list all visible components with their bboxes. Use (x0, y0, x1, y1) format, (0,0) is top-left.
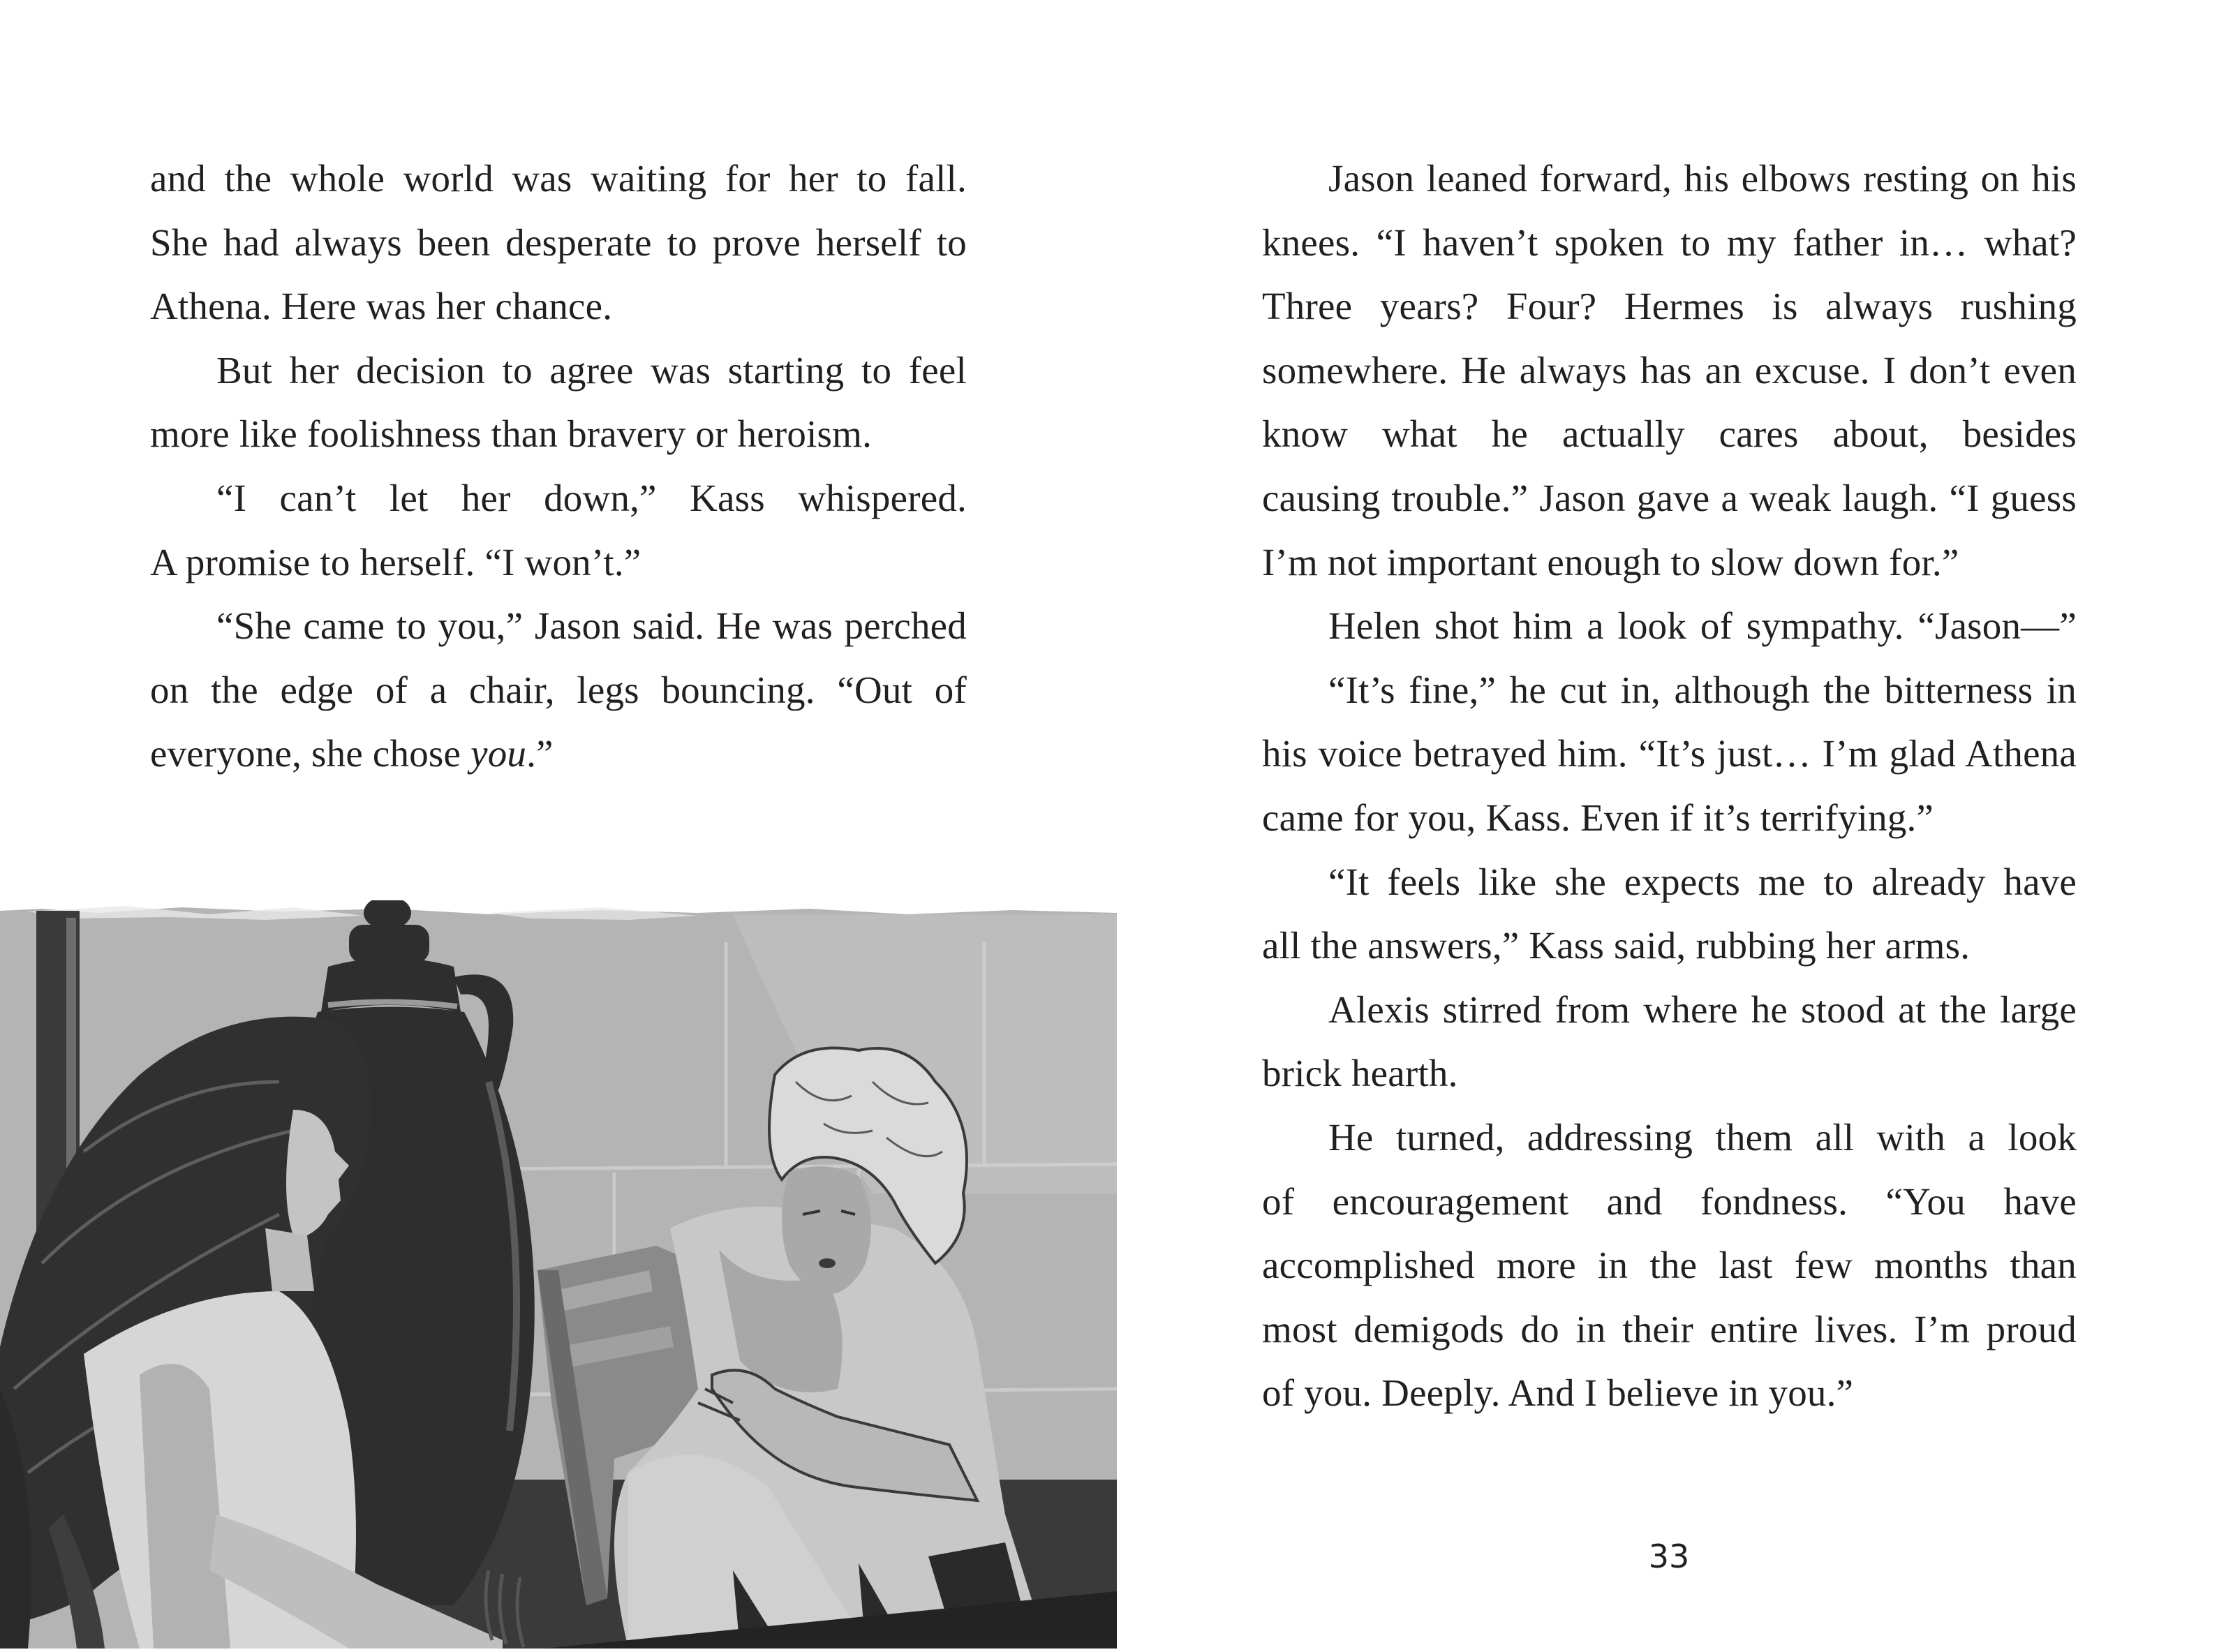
text-line: know what he actually cares about, besides (1262, 412, 2077, 456)
page-number: 33 (1648, 1538, 1690, 1575)
text-line: She had always been desperate to prove herself to (150, 221, 967, 264)
chapter-illustration (0, 900, 1117, 1649)
text-line: of encouragement and fondness. “You have (1262, 1180, 2077, 1223)
text-line: Athena. Here was her chance. (150, 285, 613, 328)
text-line: Jason leaned forward, his elbows resting on his (1328, 157, 2077, 200)
text-line: I’m not important enough to slow down for.” (1262, 540, 1959, 583)
text-line: He turned, addressing them all with a look (1328, 1115, 2077, 1159)
text-line: knees. “I haven’t spoken to my father in… what? (1262, 221, 2077, 264)
emphasis: you (470, 732, 527, 775)
left-text-column (150, 147, 967, 786)
text-line: everyone, she chose you.” (150, 732, 554, 775)
text-line: his voice betrayed him. “It’s just… I’m glad Athena (1262, 732, 2077, 775)
text-line: and the whole world was waiting for her to fall. (150, 157, 967, 200)
text-line: causing trouble.” Jason gave a weak laugh. “I guess (1262, 476, 2077, 519)
illustration-artwork (0, 900, 1117, 1649)
text-line: brick hearth. (1262, 1052, 1458, 1095)
text-line: of you. Deeply. And I believe in you.” (1262, 1371, 1854, 1415)
text-line: “She came to you,” Jason said. He was perched (216, 604, 967, 648)
text-line: But her decision to agree was starting to feel (216, 348, 967, 392)
text-line: “It feels like she expects me to already have (1328, 860, 2077, 903)
text-line: accomplished more in the last few months than (1262, 1244, 2077, 1287)
text-line: somewhere. He always has an excuse. I don’t even (1262, 348, 2077, 392)
text-line: A promise to herself. “I won’t.” (150, 540, 641, 583)
text-line: “I can’t let her down,” Kass whispered. (216, 476, 967, 519)
right-text-column (1262, 147, 2077, 1425)
text-line: more like foolishness than bravery or heroism. (150, 412, 873, 456)
text-line: on the edge of a chair, legs bouncing. “Out of (150, 668, 967, 711)
text-line: Alexis stirred from where he stood at the large (1328, 988, 2077, 1031)
text-line: all the answers,” Kass said, rubbing her arms. (1262, 924, 1971, 967)
text-line: most demigods do in their entire lives. I’m proud (1262, 1307, 2077, 1350)
text-line: came for you, Kass. Even if it’s terrifying.” (1262, 796, 1934, 839)
text-line: Helen shot him a look of sympathy. “Jason—” (1328, 604, 2077, 648)
text-line: “It’s fine,” he cut in, although the bitterness in (1328, 668, 2077, 711)
text-line: Three years? Four? Hermes is always rushing (1262, 285, 2077, 328)
